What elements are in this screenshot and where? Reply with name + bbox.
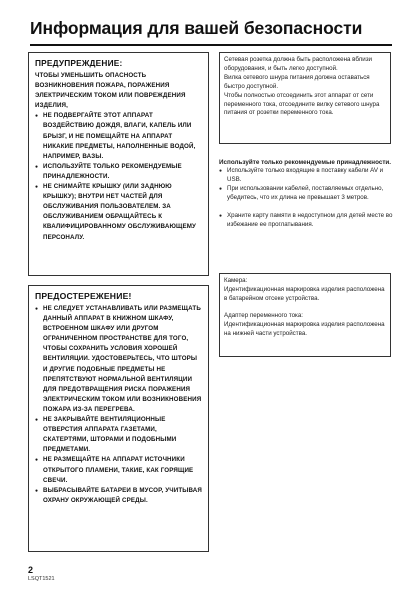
accessories-item: ● Используйте только входящие в поставку кабели AV и USB.	[219, 167, 393, 185]
socket-note-para: Сетевая розетка должна быть расположена вблизи оборудования, и быть легко доступной.	[224, 56, 372, 72]
camera-label: Камера:	[224, 277, 248, 284]
caution-body	[35, 304, 203, 506]
page-number: 2	[28, 565, 34, 575]
socket-note-para: Вилка сетевого шнура питания должна оставаться быстро доступной.	[224, 73, 370, 90]
socket-note-para: Чтобы полностью отсоединить этот аппарат от сети переменного тока, отсоедините вилку сетевого шнура питания от розетки переменного тока.	[224, 91, 380, 117]
warning-item: ● НЕ СНИМАЙТЕ КРЫШКУ (ИЛИ ЗАДНЮЮ КРЫШКУ); ВНУТРИ НЕТ ЧАСТЕЙ ДЛЯ ОБСЛУЖИВАНИЯ ПОЛЬЗОВАТЕЛЕМ. ЗА ОБСЛУЖИВАНИЕМ ОБРАЩАЙТЕСЬ К КВАЛИФИЦИРОВАННОМУ ОБСЛУЖИВАЮЩЕМУ ПЕРСОНАЛУ.	[35, 182, 203, 243]
caution-list	[35, 304, 203, 506]
warning-lead: ЧТОБЫ УМЕНЬШИТЬ ОПАСНОСТЬ ВОЗНИКНОВЕНИЯ ПОЖАРА, ПОРАЖЕНИЯ ЭЛЕКТРИЧЕСКИМ ТОКОМ ИЛИ ПОВРЕЖДЕНИЯ ИЗДЕЛИЯ,	[35, 72, 186, 110]
adapter-text: Идентификационная маркировка изделия расположена на нижней части устройства.	[224, 320, 385, 337]
accessories-heading: Используйте только рекомендуемые принадлежности.	[219, 159, 392, 166]
warning-heading: ПРЕДУПРЕЖДЕНИЕ:	[35, 58, 123, 68]
accessories-list	[219, 167, 393, 229]
warning-box	[28, 52, 209, 276]
document-code: LSQT1521	[28, 576, 55, 582]
title-underline	[30, 44, 392, 46]
warning-item: ● ИСПОЛЬЗУЙТЕ ТОЛЬКО РЕКОМЕНДУЕМЫЕ ПРИНАДЛЕЖНОСТИ.	[35, 162, 203, 182]
adapter-label: Адаптер переменного тока:	[224, 311, 304, 319]
warning-list	[35, 111, 203, 242]
camera-text: Идентификационная маркировка изделия расположена в батарейном отсеке устройства.	[224, 285, 385, 302]
accessories-section	[219, 158, 393, 229]
socket-note-box	[219, 52, 391, 144]
caution-heading: ПРЕДОСТЕРЕЖЕНИЕ!	[35, 291, 132, 301]
accessories-item: ● При использовании кабелей, поставляемых отдельно, убедитесь, что их длина не превышает 3 метров.	[219, 185, 393, 203]
caution-item: ● НЕ СЛЕДУЕТ УСТАНАВЛИВАТЬ ИЛИ РАЗМЕЩАТЬ ДАННЫЙ АППАРАТ В КНИЖНОМ ШКАФУ, ВСТРОЕННОМ ШКАФУ ИЛИ ДРУГОМ ОГРАНИЧЕННОМ ПРОСТРАНСТВЕ ДЛЯ ТОГО, ЧТОБЫ СОХРАНИТЬ УСЛОВИЯ ХОРОШЕЙ ВЕНТИЛЯЦИИ. УДОСТОВЕРЬТЕСЬ, ЧТО ШТОРЫ И ДРУГИЕ ПОДОБНЫЕ ПРЕДМЕТЫ НЕ ПРЕПЯТСТВУЮТ НОРМАЛЬНОЙ ВЕНТИЛЯЦИИ ДЛЯ ПРЕДОТВРАЩЕНИЯ РИСКА ПОРАЖЕНИЯ ЭЛЕКТРИЧЕСКИМ ТОКОМ ИЛИ ВОЗНИКНОВЕНИЯ ПОЖАРА ИЗ-ЗА ПЕРЕГРЕВА.	[35, 304, 203, 415]
accessories-item: ● Храните карту памяти в недоступном для детей месте во избежание ее проглатывания.	[219, 212, 393, 230]
page-title: Информация для вашей безопасности	[30, 18, 363, 38]
marking-box	[219, 273, 391, 357]
warning-body	[35, 71, 203, 243]
caution-item: ● НЕ ЗАКРЫВАЙТЕ ВЕНТИЛЯЦИОННЫЕ ОТВЕРСТИЯ АППАРАТА ГАЗЕТАМИ, СКАТЕРТЯМИ, ШТОРАМИ И ПОДОБНЫМИ ПРЕДМЕТАМИ.	[35, 415, 203, 455]
warning-item: ● НЕ ПОДВЕРГАЙТЕ ЭТОТ АППАРАТ ВОЗДЕЙСТВИЮ ДОЖДЯ, ВЛАГИ, КАПЕЛЬ ИЛИ БРЫЗГ, И НЕ ПОМЕЩАЙТЕ НА АППАРАТ НИКАКИЕ ПРЕДМЕТЫ, НАПОЛНЕННЫЕ ВОДОЙ, НАПРИМЕР, ВАЗЫ.	[35, 111, 203, 161]
caution-item: ● ВЫБРАСЫВАЙТЕ БАТАРЕИ В МУСОР, УЧИТЫВАЯ ОХРАНУ ОКРУЖАЮЩЕЙ СРЕДЫ.	[35, 486, 203, 506]
caution-box	[28, 285, 209, 552]
caution-item: ● НЕ РАЗМЕЩАЙТЕ НА АППАРАТ ИСТОЧНИКИ ОТКРЫТОГО ПЛАМЕНИ, ТАКИЕ, КАК ГОРЯЩИЕ СВЕЧИ.	[35, 455, 203, 485]
